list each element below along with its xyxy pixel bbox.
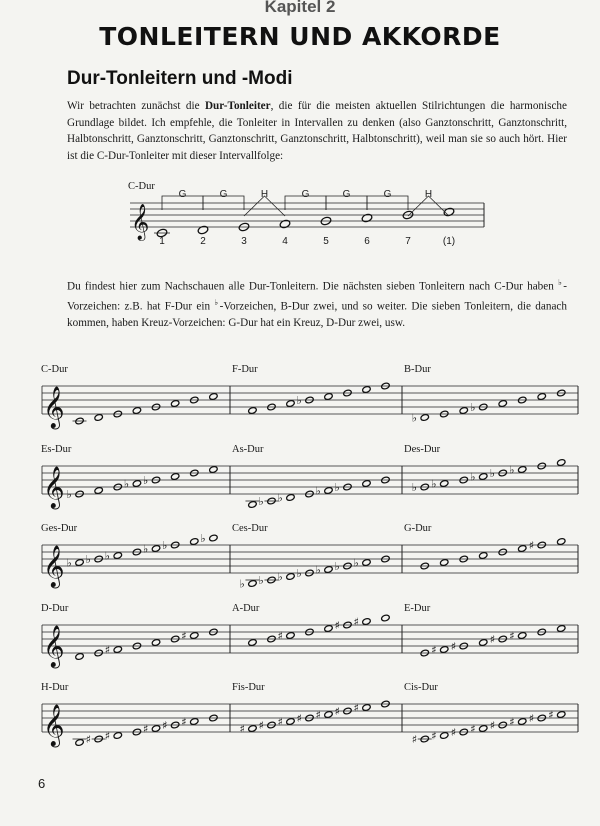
whole-note bbox=[362, 480, 371, 488]
whole-note bbox=[362, 618, 371, 626]
whole-note bbox=[498, 400, 507, 408]
scale-label: Ces-Dur bbox=[232, 523, 268, 534]
interval-label: H bbox=[260, 189, 269, 200]
interval-label: G bbox=[301, 189, 310, 200]
whole-note bbox=[420, 414, 429, 422]
sharp-icon: ♯ bbox=[85, 733, 91, 746]
whole-note bbox=[518, 545, 527, 553]
flat-icon: ♭ bbox=[470, 470, 476, 484]
whole-note bbox=[362, 704, 371, 712]
sharp-icon: ♯ bbox=[239, 722, 245, 736]
degree-label: 5 bbox=[323, 236, 329, 247]
whole-note bbox=[440, 732, 449, 740]
whole-note bbox=[286, 573, 295, 581]
sharp-icon: ♯ bbox=[528, 712, 535, 725]
whole-note bbox=[151, 639, 160, 647]
flat-icon: ♭ bbox=[315, 484, 321, 498]
degree-label: 3 bbox=[241, 236, 247, 247]
whole-note bbox=[132, 407, 141, 415]
whole-note bbox=[151, 725, 160, 733]
whole-note bbox=[190, 718, 199, 726]
whole-note bbox=[170, 400, 179, 408]
scale-label: B-Dur bbox=[404, 364, 431, 375]
whole-note bbox=[324, 393, 333, 401]
whole-note bbox=[113, 552, 122, 560]
flat-icon: ♭ bbox=[66, 488, 72, 501]
sharp-icon: ♯ bbox=[411, 733, 418, 746]
flat-icon: ♭ bbox=[334, 560, 340, 573]
flat-icon: ♭ bbox=[296, 394, 302, 407]
flat-icon: ♭ bbox=[123, 477, 130, 491]
whole-note bbox=[190, 538, 199, 546]
chapter-label: Kapitel 2 bbox=[264, 0, 336, 16]
flat-icon: ♭ bbox=[296, 567, 302, 580]
sharp-icon: ♯ bbox=[353, 701, 359, 715]
whole-note bbox=[324, 625, 333, 633]
whole-note bbox=[440, 646, 449, 654]
sharp-icon: ♯ bbox=[509, 715, 515, 729]
flat-icon: ♭ bbox=[411, 481, 417, 494]
sharp-icon: ♯ bbox=[104, 729, 111, 743]
sharp-icon: ♯ bbox=[334, 619, 340, 632]
treble-clef-icon: 𝄞 bbox=[43, 465, 65, 508]
whole-note bbox=[557, 459, 566, 467]
flat-icon: ♭ bbox=[277, 570, 283, 584]
flat-icon: ♭ bbox=[143, 542, 149, 556]
whole-note bbox=[94, 487, 103, 495]
whole-note bbox=[209, 466, 218, 474]
flat-icon: ♭ bbox=[277, 491, 283, 505]
sharp-icon: ♯ bbox=[548, 708, 554, 722]
scale-label: D-Dur bbox=[41, 603, 69, 614]
whole-note bbox=[324, 566, 333, 574]
sharp-icon: ♯ bbox=[450, 726, 457, 739]
flat-icon: ♭ bbox=[334, 481, 340, 494]
interval-label: G bbox=[178, 189, 187, 200]
sharp-icon: ♯ bbox=[296, 712, 302, 725]
degree-label: (1) bbox=[442, 236, 456, 247]
scale-label: Es-Dur bbox=[41, 444, 72, 455]
whole-note bbox=[94, 414, 103, 422]
scale-label: Des-Dur bbox=[404, 444, 441, 455]
sharp-icon: ♯ bbox=[162, 719, 168, 732]
sharp-icon: ♯ bbox=[489, 633, 496, 646]
scale-label: H-Dur bbox=[41, 682, 69, 693]
sharp-icon: ♯ bbox=[509, 629, 515, 643]
treble-clef-icon: 𝄞 bbox=[43, 385, 65, 428]
flat-sign-2: ♭ bbox=[214, 298, 220, 308]
degree-label: 1 bbox=[159, 236, 165, 247]
halfstep-bracket bbox=[244, 196, 285, 216]
flat-icon: ♭ bbox=[66, 556, 72, 570]
whole-note bbox=[479, 473, 488, 481]
whole-note bbox=[248, 639, 257, 647]
whole-note bbox=[248, 501, 257, 509]
halfstep-bracket bbox=[408, 196, 449, 216]
whole-note bbox=[279, 219, 291, 229]
sharp-icon: ♯ bbox=[431, 729, 437, 743]
sharp-icon: ♯ bbox=[450, 640, 457, 653]
whole-note bbox=[479, 552, 488, 560]
whole-note bbox=[286, 400, 295, 408]
whole-note bbox=[557, 538, 566, 546]
interval-label: G bbox=[219, 189, 228, 200]
flat-icon: ♭ bbox=[411, 411, 417, 425]
sharp-icon: ♯ bbox=[489, 719, 496, 732]
whole-note bbox=[209, 534, 218, 542]
whole-note bbox=[440, 480, 449, 488]
whole-note bbox=[286, 494, 295, 502]
flat-icon: ♭ bbox=[143, 474, 149, 487]
scale-label: G-Dur bbox=[404, 523, 432, 534]
scale-label: A-Dur bbox=[232, 603, 260, 614]
sharp-icon: ♯ bbox=[277, 629, 283, 643]
interval-label: G bbox=[383, 189, 392, 200]
whole-note bbox=[209, 393, 218, 401]
sharp-icon: ♯ bbox=[277, 715, 283, 729]
whole-note bbox=[113, 646, 122, 654]
scales-text-1: Du findest hier zum Nachschauen alle Dur-Tonleitern. Die nächsten sieben Tonleitern nach C-Dur haben bbox=[67, 280, 559, 293]
sharp-icon: ♯ bbox=[353, 615, 359, 629]
whole-note bbox=[132, 480, 141, 488]
flat-icon: ♭ bbox=[200, 532, 206, 545]
whole-note bbox=[362, 386, 371, 394]
flat-icon: ♭ bbox=[431, 477, 437, 491]
section-title: Dur-Tonleitern und -Modi bbox=[67, 68, 293, 89]
scale-label: Cis-Dur bbox=[404, 682, 438, 693]
degree-label: 7 bbox=[405, 236, 411, 247]
page-title: TONLEITERN UND AKKORDE bbox=[99, 22, 501, 51]
intro-text-2: , die für die meisten aktuellen Stilrichtungen die harmonische Grundlage bildet. Ich empfehle, die Tonleiter in Intervallen zu denken (also Ganztonschritt, Ganztonschritt, Halbtonschritt, Ganztonschritt, Ganztonschritt, Ganztonschritt, Halbtonschritt), weil man sie so auch hört. Hier ist die C-Dur-Tonleiter mit dieser Intervallfolge: bbox=[67, 100, 567, 162]
flat-icon: ♭ bbox=[489, 467, 495, 480]
sharp-icon: ♯ bbox=[315, 708, 321, 722]
degree-label: 2 bbox=[200, 236, 206, 247]
page-number: 6 bbox=[38, 776, 46, 791]
sharp-icon: ♯ bbox=[181, 715, 187, 729]
sharp-icon: ♯ bbox=[104, 643, 111, 657]
scale-label: Ges-Dur bbox=[41, 523, 78, 534]
scale-label: As-Dur bbox=[232, 444, 264, 455]
whole-note bbox=[75, 653, 84, 661]
sharp-icon: ♯ bbox=[470, 722, 476, 736]
flat-icon: ♭ bbox=[509, 463, 515, 477]
whole-note bbox=[518, 632, 527, 640]
whole-note bbox=[286, 718, 295, 726]
sharp-icon: ♯ bbox=[258, 719, 264, 732]
degree-label: 6 bbox=[364, 236, 370, 247]
whole-note bbox=[518, 466, 527, 474]
whole-note bbox=[459, 407, 468, 415]
flat-icon: ♭ bbox=[104, 549, 110, 563]
interval-label: G bbox=[342, 189, 351, 200]
whole-note bbox=[113, 732, 122, 740]
sharp-icon: ♯ bbox=[431, 643, 437, 657]
whole-note bbox=[518, 718, 527, 726]
whole-note bbox=[381, 614, 390, 622]
sharp-icon: ♯ bbox=[334, 705, 340, 718]
whole-note bbox=[440, 559, 449, 567]
sharp-icon: ♯ bbox=[143, 722, 149, 736]
whole-note bbox=[197, 225, 209, 235]
scale-label: F-Dur bbox=[232, 364, 258, 375]
flat-icon: ♭ bbox=[470, 401, 476, 414]
interval-label: H bbox=[424, 189, 433, 200]
flat-icon: ♭ bbox=[239, 577, 245, 591]
flat-icon: ♭ bbox=[353, 556, 359, 570]
whole-note bbox=[324, 487, 333, 495]
flat-icon: ♭ bbox=[258, 574, 264, 587]
whole-note bbox=[286, 632, 295, 640]
flat-icon: ♭ bbox=[258, 495, 264, 508]
intro-bold-term: Dur-Tonleiter bbox=[204, 100, 271, 112]
whole-note bbox=[75, 559, 84, 567]
flat-icon: ♭ bbox=[162, 539, 168, 552]
degree-label: 4 bbox=[282, 236, 288, 247]
whole-note bbox=[479, 639, 488, 647]
whole-note bbox=[557, 711, 566, 719]
whole-note bbox=[170, 473, 179, 481]
example-scale-label: C-Dur bbox=[128, 181, 155, 192]
scale-label: C-Dur bbox=[41, 364, 68, 375]
whole-note bbox=[557, 625, 566, 633]
whole-note bbox=[151, 545, 160, 553]
whole-note bbox=[190, 632, 199, 640]
whole-note bbox=[537, 393, 546, 401]
treble-clef-icon: 𝄞 bbox=[43, 624, 65, 667]
intro-text-1: Wir betrachten zunächst die bbox=[67, 100, 205, 112]
flat-icon: ♭ bbox=[85, 553, 91, 566]
sharp-icon: ♯ bbox=[181, 629, 187, 643]
whole-note bbox=[75, 739, 84, 747]
scales-text-2: -Vorzeichen: z.B. hat F-Dur ein bbox=[67, 280, 567, 313]
scales-text-3: -Vorzeichen, B-Dur zwei, und so weiter. Die sieben Tonleitern, die danach kommen, haben Kreuz-Vorzeichen: G-Dur hat ein Kreuz, D-Dur zwei, usw. bbox=[67, 300, 567, 330]
whole-note bbox=[248, 407, 257, 415]
sharp-icon: ♯ bbox=[528, 539, 535, 552]
treble-clef-icon: 𝄞 bbox=[43, 544, 65, 587]
flat-sign-1: ♭ bbox=[558, 278, 564, 287]
whole-note bbox=[248, 580, 257, 588]
whole-note bbox=[362, 559, 371, 567]
treble-clef-icon: 𝄞 bbox=[43, 703, 65, 746]
whole-note bbox=[479, 725, 488, 733]
scale-label: Fis-Dur bbox=[232, 682, 265, 693]
treble-clef-icon: 𝄞 bbox=[131, 204, 150, 240]
whole-note bbox=[248, 725, 257, 733]
whole-note bbox=[361, 213, 373, 223]
scale-label: E-Dur bbox=[404, 603, 431, 614]
whole-note bbox=[324, 711, 333, 719]
flat-icon: ♭ bbox=[315, 563, 321, 577]
